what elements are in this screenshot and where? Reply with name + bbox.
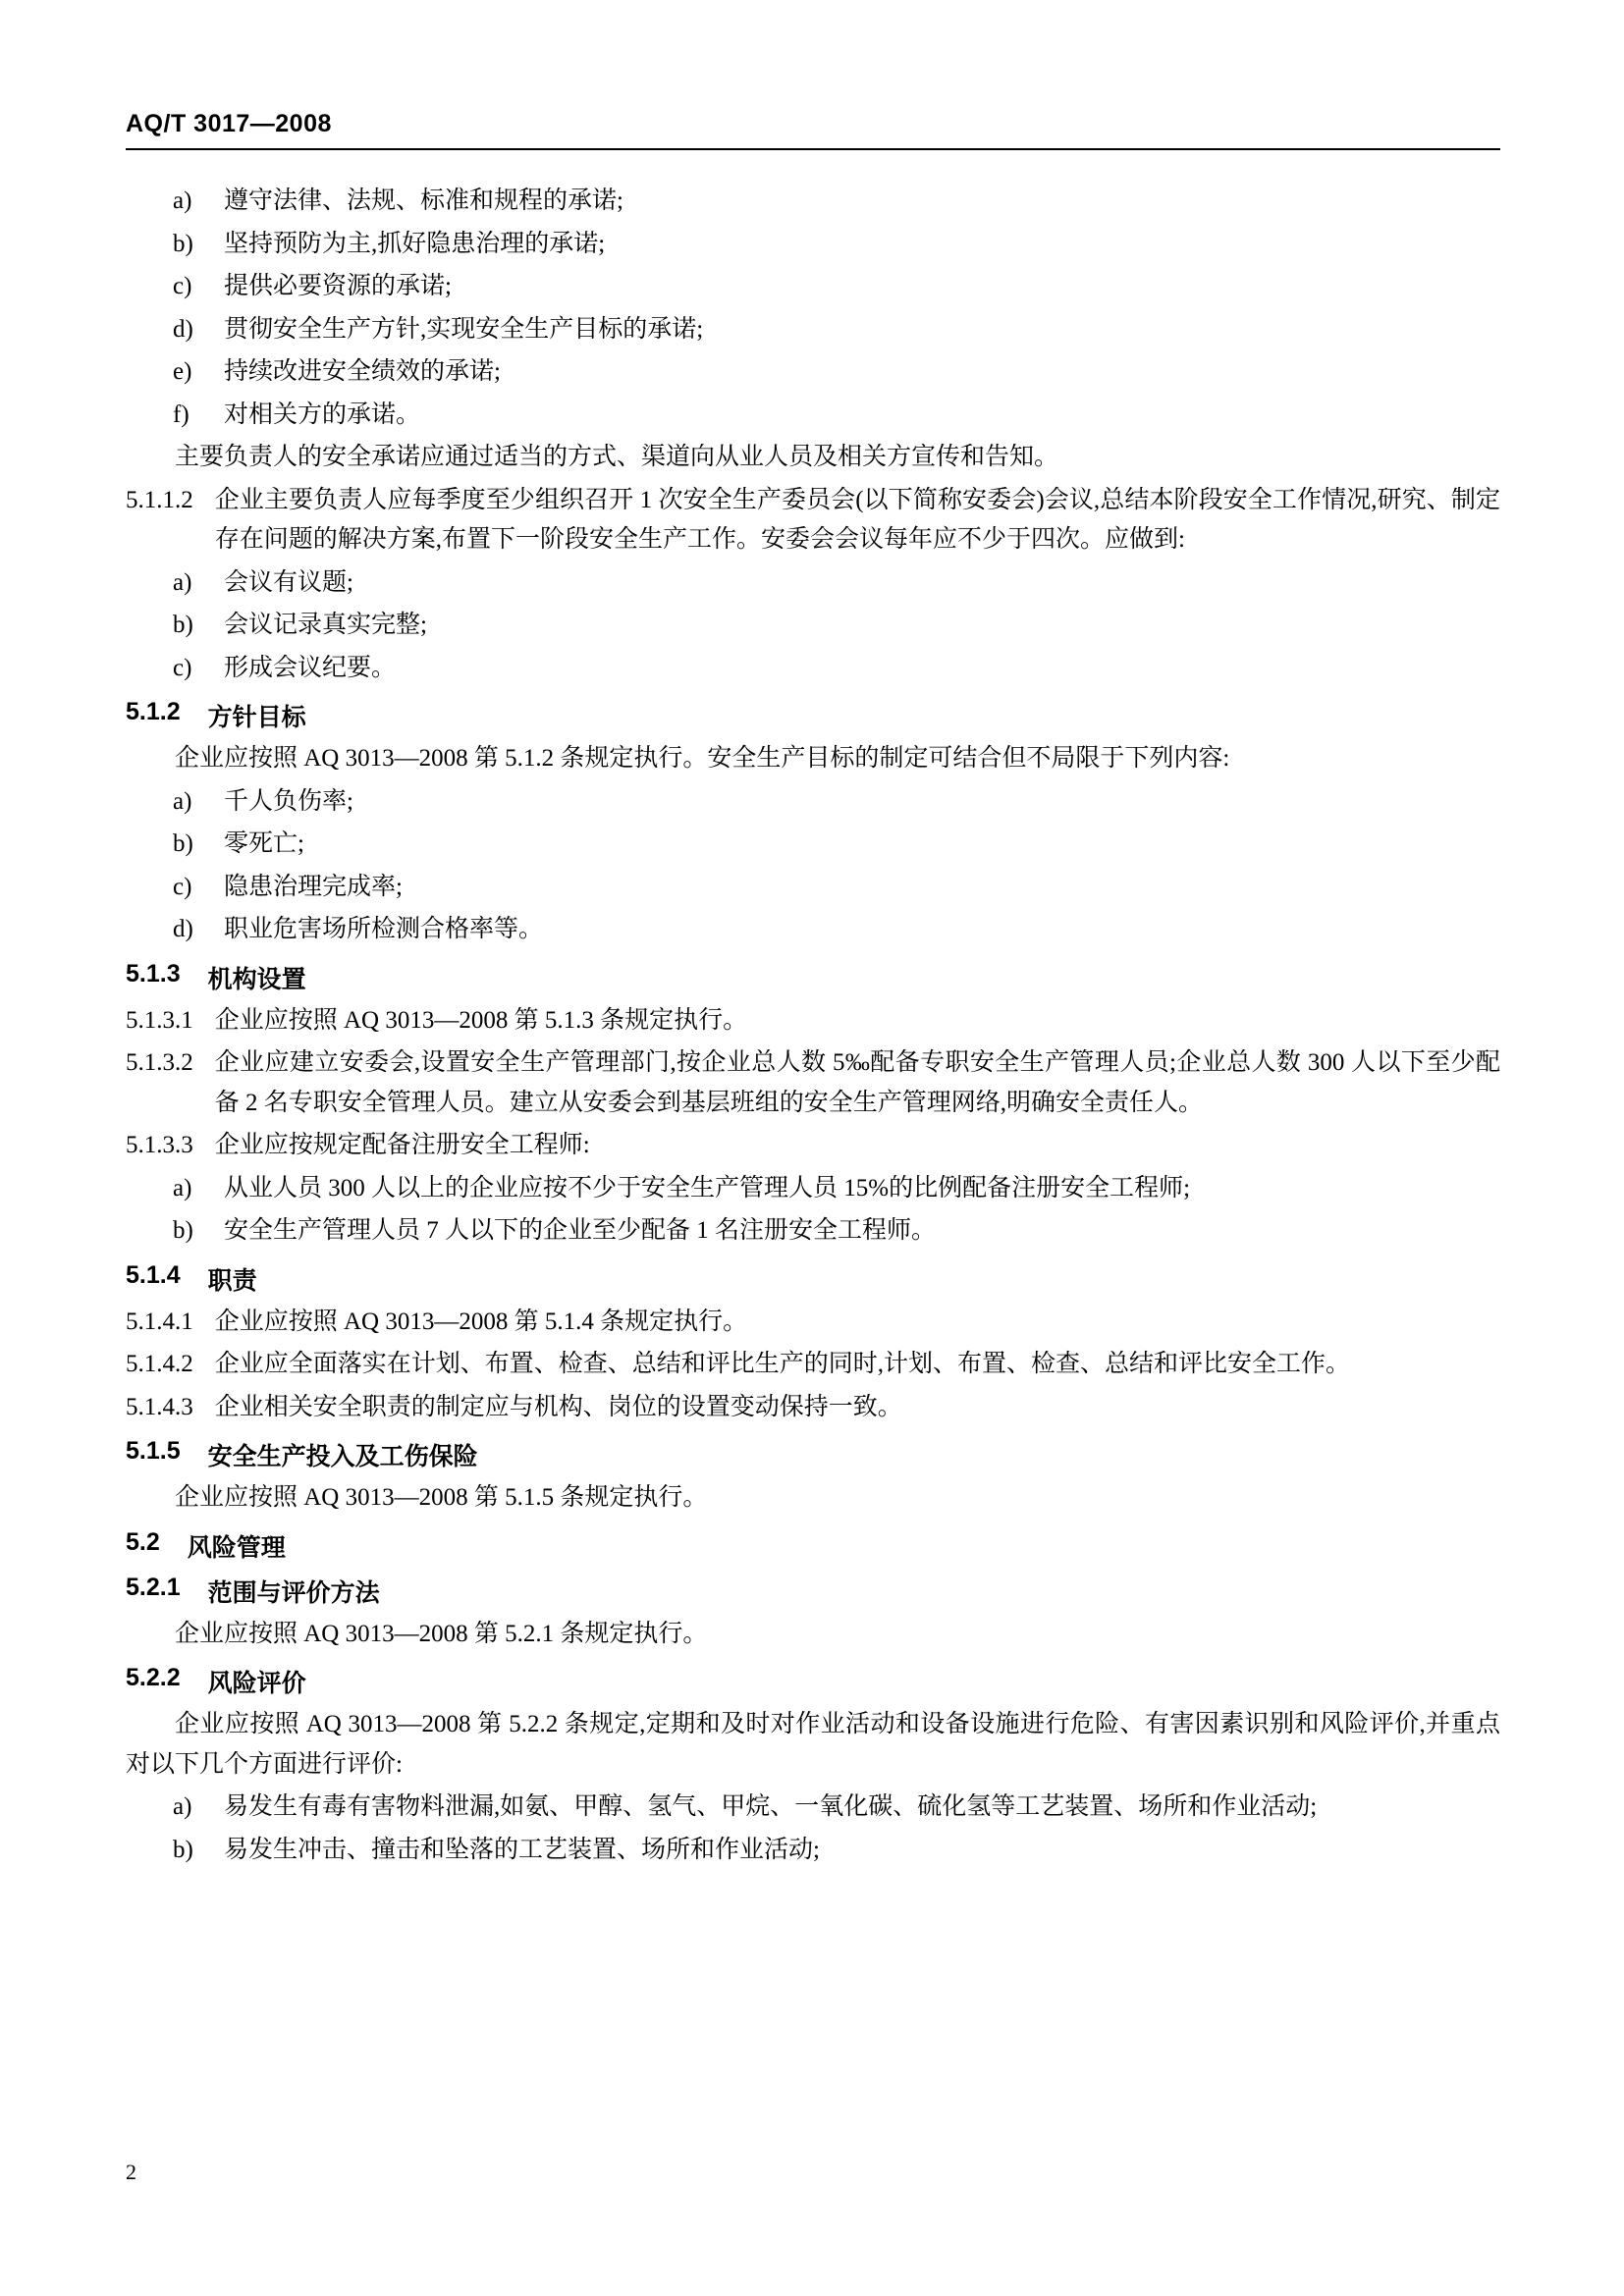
list-item (126, 310, 1500, 350)
list-text: 持续改进安全绩效的承诺; (224, 358, 501, 385)
list-item (126, 782, 1500, 823)
clause-text: 企业应建立安委会,设置安全生产管理部门,按企业总人数 5‰配备专职安全生产管理人员;企业总人数 300 人以下至少配备 2 名专职安全管理人员。建立从安委会到基层班组的安全生产管理网络,明确安全责任人。 (214, 1049, 1500, 1116)
clause-text: 企业应按照 AQ 3013—2008 第 5.1.3 条规定执行。 (214, 1006, 748, 1034)
list-item (126, 396, 1500, 436)
list-marker: f) (173, 400, 189, 428)
list-marker: a) (173, 568, 192, 596)
clause-text: 企业应按规定配备注册安全工程师: (214, 1132, 590, 1158)
list-marker: b) (173, 230, 193, 257)
clause-text: 企业相关安全职责的制定应与机构、岗位的设置变动保持一致。 (214, 1393, 902, 1420)
list-text: 会议记录真实完整; (224, 612, 427, 638)
heading-number: 5.2 (126, 1527, 160, 1556)
list-text: 形成会议纪要。 (224, 654, 397, 681)
list-marker: e) (173, 358, 192, 385)
heading-5-1-4 (126, 1261, 1500, 1297)
heading-title: 方针目标 (207, 704, 306, 731)
heading-5-1-3 (126, 960, 1500, 995)
list-item (126, 1211, 1500, 1252)
list-text: 贯彻安全生产方针,实现安全生产目标的承诺; (224, 315, 704, 343)
heading-5-2-1 (126, 1574, 1500, 1609)
list-text: 安全生产管理人员 7 人以下的企业至少配备 1 名注册安全工程师。 (224, 1217, 937, 1244)
standard-code: AQ/T 3017—2008 (126, 110, 332, 137)
clause-text: 企业应按照 AQ 3013—2008 第 5.1.4 条规定执行。 (214, 1308, 748, 1335)
list-marker: b) (173, 830, 193, 857)
list-marker: c) (173, 654, 192, 681)
list-item (126, 825, 1500, 865)
list-item (126, 267, 1500, 307)
list-text: 会议有议题; (224, 568, 353, 596)
paragraph-5-2-1: 企业应按照 AQ 3013—2008 第 5.2.1 条规定执行。 (175, 1620, 708, 1647)
heading-5-1-2 (126, 698, 1500, 733)
heading-number: 5.1.2 (126, 698, 181, 725)
list-item (126, 1169, 1500, 1209)
list-marker: b) (173, 1217, 193, 1244)
heading-5-2 (126, 1528, 1500, 1564)
clause-5-1-1-2 (126, 481, 1500, 561)
list-item (126, 606, 1500, 646)
list-marker: b) (173, 1836, 193, 1863)
heading-title: 职责 (207, 1266, 257, 1295)
clause-5-1-4-1 (126, 1303, 1500, 1343)
clause-number: 5.1.3.3 (126, 1132, 193, 1158)
paragraph-5-2-2: 企业应按照 AQ 3013—2008 第 5.2.2 条规定,定期和及时对作业活动和设备设施进行危险、有害因素识别和风险评价,并重点对以下几个方面进行评价: (126, 1711, 1500, 1778)
list-item (126, 182, 1500, 222)
clause-number: 5.1.4.2 (126, 1351, 193, 1377)
header-divider (126, 148, 1500, 150)
heading-5-1-5 (126, 1437, 1500, 1472)
list-item (126, 563, 1500, 604)
page-header (126, 110, 1500, 150)
list-text: 易发生冲击、撞击和坠落的工艺装置、场所和作业活动; (224, 1836, 820, 1863)
clause-5-1-4-2 (126, 1345, 1500, 1385)
list-text: 隐患治理完成率; (224, 873, 403, 900)
heading-number: 5.2.2 (126, 1664, 181, 1691)
list-text: 零死亡; (224, 830, 304, 857)
list-marker: c) (173, 873, 192, 900)
page-content (126, 182, 1500, 1873)
list-item (126, 649, 1500, 689)
clause-5-1-3-2 (126, 1043, 1500, 1123)
list-text: 坚持预防为主,抓好隐患治理的承诺; (224, 230, 606, 257)
heading-number: 5.1.5 (126, 1437, 181, 1465)
list-text: 易发生有毒有害物料泄漏,如氨、甲醇、氢气、甲烷、一氧化碳、硫化氢等工艺装置、场所和作业活动; (224, 1793, 1318, 1820)
clause-5-1-4-3 (126, 1388, 1500, 1428)
heading-title: 安全生产投入及工伤保险 (207, 1443, 478, 1470)
list-marker: d) (173, 315, 193, 343)
list-item (126, 910, 1500, 950)
list-marker: b) (173, 612, 193, 638)
list-item (126, 1831, 1500, 1871)
clause-number: 5.1.4.3 (126, 1393, 193, 1420)
heading-title: 风险管理 (187, 1533, 286, 1562)
clause-number: 5.1.1.2 (126, 486, 193, 513)
list-text: 从业人员 300 人以上的企业应按不少于安全生产管理人员 15%的比例配备注册安全工程师; (224, 1174, 1191, 1201)
list-text: 千人负伤率; (224, 787, 353, 815)
heading-title: 机构设置 (207, 965, 306, 993)
paragraph-5-1-5: 企业应按照 AQ 3013—2008 第 5.1.5 条规定执行。 (175, 1484, 708, 1511)
clause-text: 企业应全面落实在计划、布置、检查、总结和评比生产的同时,计划、布置、检查、总结和评比安全工作。 (214, 1351, 1351, 1377)
list-item (126, 868, 1500, 908)
list-marker: c) (173, 273, 192, 299)
clause-5-1-3-1 (126, 1001, 1500, 1041)
clause-5-1-3-3 (126, 1126, 1500, 1166)
clause-number: 5.1.3.2 (126, 1049, 193, 1076)
list-item (126, 352, 1500, 393)
list-marker: a) (173, 1793, 192, 1820)
heading-number: 5.1.3 (126, 959, 181, 988)
list-marker: a) (173, 1174, 192, 1201)
list-item (126, 225, 1500, 265)
heading-number: 5.1.4 (126, 1260, 181, 1289)
clause-number: 5.1.3.1 (126, 1006, 193, 1034)
heading-title: 风险评价 (207, 1670, 306, 1697)
list-marker: a) (173, 787, 192, 815)
paragraph-commitment: 主要负责人的安全承诺应通过适当的方式、渠道向从业人员及相关方宣传和告知。 (175, 444, 1059, 470)
heading-number: 5.2.1 (126, 1573, 181, 1601)
paragraph-5-1-2: 企业应按照 AQ 3013—2008 第 5.1.2 条规定执行。安全生产目标的制定可结合但不局限于下列内容: (175, 745, 1230, 772)
heading-5-2-2 (126, 1664, 1500, 1699)
list-text: 遵守法律、法规、标准和规程的承诺; (224, 187, 623, 214)
list-text: 对相关方的承诺。 (224, 400, 421, 428)
heading-title: 范围与评价方法 (207, 1578, 380, 1607)
list-item (126, 1788, 1500, 1828)
clause-number: 5.1.4.1 (126, 1308, 193, 1335)
clause-text: 企业主要负责人应每季度至少组织召开 1 次安全生产委员会(以下简称安委会)会议,总结本阶段安全工作情况,研究、制定存在问题的解决方案,布置下一阶段安全生产工作。安委会会议每年应不少于四次。应做到: (214, 486, 1500, 553)
page-number: 2 (126, 2160, 136, 2184)
list-marker: d) (173, 916, 193, 942)
list-text: 提供必要资源的承诺; (224, 273, 452, 299)
list-text: 职业危害场所检测合格率等。 (224, 916, 544, 942)
list-marker: a) (173, 187, 192, 214)
